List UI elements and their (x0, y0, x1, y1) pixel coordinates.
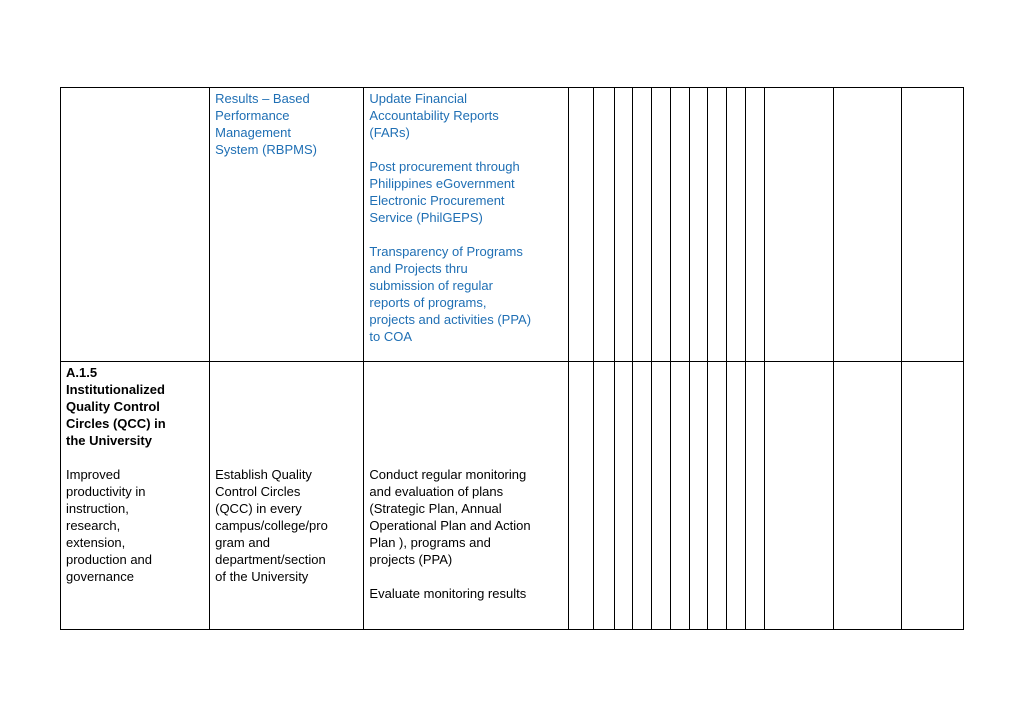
empty-cell (746, 88, 765, 362)
empty-cell (652, 88, 671, 362)
plan-table (60, 87, 964, 630)
empty-cell (764, 88, 833, 362)
strategy-line: gram and (215, 535, 271, 550)
objective-line: productivity in (66, 484, 146, 499)
empty-cell (568, 88, 593, 362)
table-row (61, 362, 964, 630)
empty-cell (614, 88, 633, 362)
objective-line: Improved (66, 467, 121, 482)
activity-line: Service (PhilGEPS) (369, 210, 483, 225)
empty-cell (764, 362, 833, 630)
empty-cell (593, 88, 614, 362)
activity-line: Philippines eGovernment (369, 176, 515, 191)
empty-cell (902, 88, 964, 362)
objective-title-line: Quality Control (66, 399, 160, 414)
activity-cell (364, 362, 568, 630)
empty-cell (670, 88, 689, 362)
objective-cell (61, 88, 210, 362)
activity-line: projects and activities (PPA) (369, 312, 532, 327)
activity-cell (364, 88, 568, 362)
empty-cell (746, 362, 765, 630)
strategy-cell (210, 88, 364, 362)
empty-cell (568, 362, 593, 630)
activity-line: reports of programs, (369, 295, 487, 310)
activity-line: Update Financial (369, 91, 467, 106)
strategy-line: Management (215, 125, 291, 140)
strategy-line: (QCC) in every (215, 501, 302, 516)
activity-line: Accountability Reports (369, 108, 499, 123)
objective-title-line: Circles (QCC) in (66, 416, 166, 431)
activity-line: (Strategic Plan, Annual (369, 501, 502, 516)
empty-cell (708, 362, 727, 630)
activity-line: Plan ), programs and (369, 535, 491, 550)
empty-cell (633, 88, 652, 362)
strategy-line: System (RBPMS) (215, 142, 317, 157)
empty-cell (689, 88, 708, 362)
empty-cell (670, 362, 689, 630)
empty-cell (689, 362, 708, 630)
activity-line: to COA (369, 329, 413, 344)
activity-line: and Projects thru (369, 261, 468, 276)
objective-line: governance (66, 569, 134, 584)
activity-line: (FARs) (369, 125, 410, 140)
strategy-line: Results – Based (215, 91, 310, 106)
objective-title-line: A.1.5 (66, 365, 98, 380)
activity-line: Electronic Procurement (369, 193, 505, 208)
strategy-cell (210, 362, 364, 630)
objective-cell (61, 362, 210, 630)
strategy-line: of the University (215, 569, 309, 584)
activity-line: projects (PPA) (369, 552, 453, 567)
strategy-line: campus/college/pro (215, 518, 328, 533)
empty-cell (902, 362, 964, 630)
objective-line: research, (66, 518, 121, 533)
strategy-line: Performance (215, 108, 290, 123)
activity-line: Operational Plan and Action (369, 518, 531, 533)
activity-line: Conduct regular monitoring (369, 467, 527, 482)
strategy-line: Control Circles (215, 484, 301, 499)
activity-line: submission of regular (369, 278, 493, 293)
empty-cell (727, 362, 746, 630)
empty-cell (708, 88, 727, 362)
table-row (61, 88, 964, 362)
empty-cell (633, 362, 652, 630)
empty-cell (593, 362, 614, 630)
objective-line: extension, (66, 535, 126, 550)
objective-title-line: the University (66, 433, 152, 448)
empty-cell (833, 88, 902, 362)
strategy-line: department/section (215, 552, 326, 567)
activity-line: Evaluate monitoring results (369, 586, 527, 601)
empty-cell (833, 362, 902, 630)
objective-line: instruction, (66, 501, 129, 516)
activity-line: Post procurement through (369, 159, 520, 174)
activity-line: and evaluation of plans (369, 484, 504, 499)
strategy-line: Establish Quality (215, 467, 312, 482)
activity-line: Transparency of Programs (369, 244, 523, 259)
objective-title-line: Institutionalized (66, 382, 165, 397)
empty-cell (614, 362, 633, 630)
objective-line: production and (66, 552, 153, 567)
empty-cell (652, 362, 671, 630)
empty-cell (727, 88, 746, 362)
